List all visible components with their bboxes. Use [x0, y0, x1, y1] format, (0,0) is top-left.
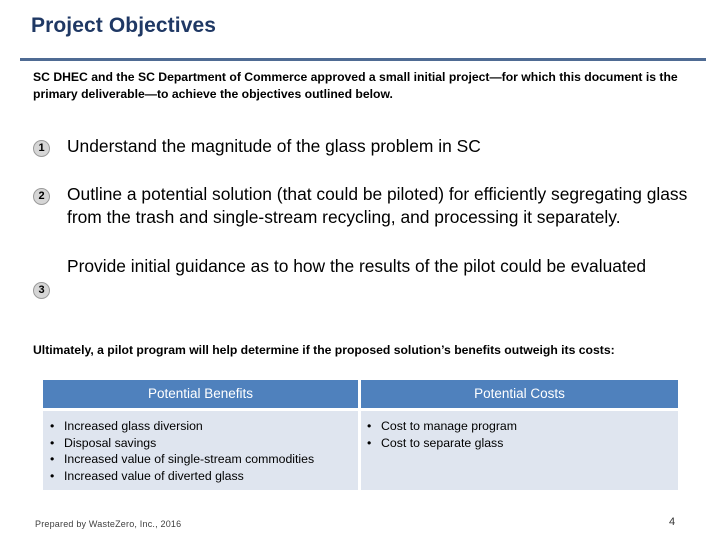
- page-number: 4: [669, 516, 676, 528]
- objective-text: Provide initial guidance as to how the results of the pilot could be evaluated: [67, 256, 647, 276]
- benefits-header: Potential Benefits: [43, 380, 358, 408]
- costs-cell: [361, 411, 678, 490]
- list-item: • Cost to manage program: [363, 418, 678, 435]
- benefits-cell: [43, 411, 358, 490]
- list-item: • Increased value of diverted glass: [46, 468, 358, 485]
- objective-number-badge: 1: [33, 140, 50, 157]
- list-item: • Increased glass diversion: [46, 418, 358, 435]
- benefits-list: [43, 411, 358, 484]
- footer-credit: Prepared by WasteZero, Inc., 2016: [35, 519, 182, 529]
- list-item: • Cost to separate glass: [363, 435, 678, 452]
- conclusion-text: Ultimately, a pilot program will help determine if the proposed solution’s benefits outweigh its costs:: [33, 343, 615, 357]
- title-divider: [20, 58, 706, 61]
- intro-text: SC DHEC and the SC Department of Commerce approved a small initial project—for which this document is the primary deliverable—to achieve the objectives outlined below.: [33, 70, 678, 101]
- costs-list: [361, 411, 678, 451]
- objective-text: Understand the magnitude of the glass problem in SC: [67, 136, 481, 156]
- objective-number-badge: 3: [33, 282, 50, 299]
- costs-header: Potential Costs: [361, 380, 678, 408]
- objective-number-badge: 2: [33, 188, 50, 205]
- slide-title: Project Objectives: [31, 14, 217, 37]
- objective-text: Outline a potential solution (that could be piloted) for efficiently segregating glass from the trash and single-stream recycling, and processing it separately.: [67, 184, 688, 227]
- list-item: • Disposal savings: [46, 435, 358, 452]
- list-item: • Increased value of single-stream commodities: [46, 451, 358, 468]
